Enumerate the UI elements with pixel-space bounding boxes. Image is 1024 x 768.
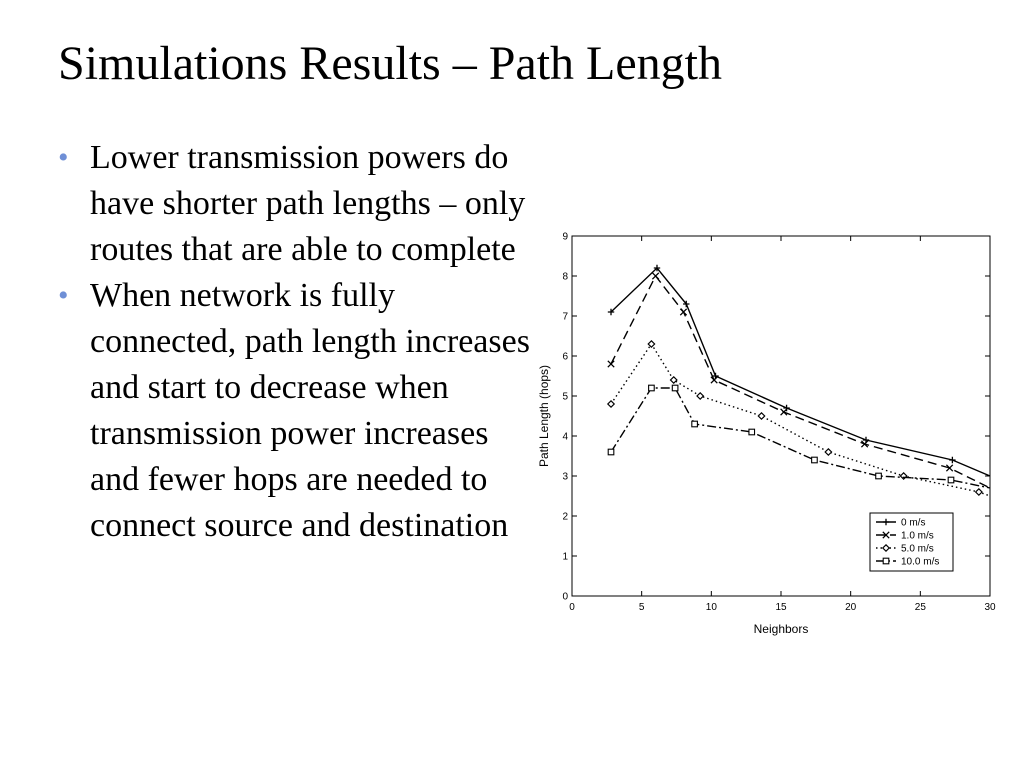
- bullet-dot-icon: •: [58, 141, 69, 174]
- bullet-list: [58, 135, 536, 549]
- y-tick-label: 7: [562, 311, 568, 323]
- legend-label: 5.0 m/s: [901, 543, 934, 555]
- data-point: [749, 429, 755, 435]
- x-tick-label: 30: [984, 602, 996, 613]
- legend: [870, 513, 953, 571]
- data-point: [608, 449, 614, 455]
- bullet-item: [58, 135, 536, 273]
- data-point: [649, 385, 655, 391]
- y-tick-label: 2: [562, 511, 568, 523]
- x-tick-label: 15: [775, 602, 787, 613]
- legend-label: 1.0 m/s: [901, 530, 934, 542]
- legend-label: 10.0 m/s: [901, 556, 940, 568]
- y-tick-label: 0: [562, 591, 568, 603]
- bullet-text: When network is fully connected, path length increases and start to decrease when transmission power increases and fewer hops are needed to connect source and destination: [90, 277, 530, 544]
- data-point: [948, 477, 954, 483]
- slide-title: Simulations Results – Path Length: [58, 37, 723, 90]
- y-tick-label: 9: [562, 231, 568, 243]
- bullet-item: [58, 273, 536, 549]
- y-tick-label: 8: [562, 271, 568, 283]
- data-point: [672, 385, 678, 391]
- data-point: [812, 457, 818, 463]
- x-tick-label: 0: [569, 602, 575, 613]
- y-tick-label: 3: [562, 471, 568, 483]
- x-tick-label: 25: [914, 602, 926, 613]
- legend-label: 0 m/s: [901, 517, 926, 529]
- bullet-text: Lower transmission powers do have shorter path lengths – only routes that are able to complete: [90, 139, 526, 268]
- legend-marker: [883, 558, 889, 564]
- y-tick-label: 6: [562, 351, 568, 363]
- y-tick-label: 1: [562, 551, 568, 563]
- y-axis-label: Path Length (hops): [537, 364, 551, 468]
- y-tick-label: 4: [562, 431, 568, 443]
- x-tick-label: 5: [638, 602, 645, 613]
- path-length-chart: [532, 226, 1002, 642]
- data-point: [692, 421, 698, 427]
- bullet-dot-icon: •: [58, 279, 69, 312]
- y-tick-label: 5: [562, 391, 568, 403]
- x-tick-label: 20: [845, 602, 857, 613]
- x-axis-label: Neighbors: [753, 622, 809, 636]
- x-tick-label: 10: [705, 602, 717, 613]
- data-point: [876, 473, 882, 479]
